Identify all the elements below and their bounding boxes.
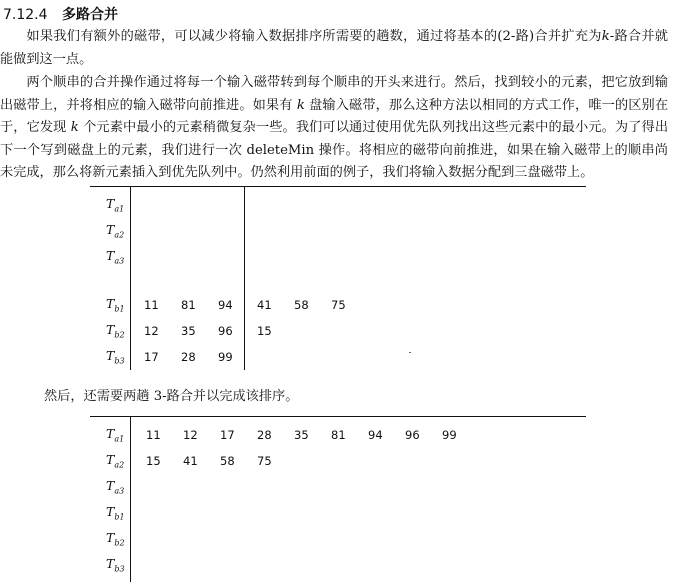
- tape-label-base: T: [106, 222, 115, 237]
- tape-row-b1: [90, 296, 586, 320]
- tape-value: 99: [442, 428, 457, 442]
- tape-value: 75: [257, 454, 272, 468]
- tape-value: 12: [144, 324, 159, 338]
- tape-value: 17: [144, 350, 159, 364]
- tape-row-a2: [90, 222, 586, 246]
- p2-k2: k: [70, 120, 79, 135]
- tape-label-base: T: [106, 452, 115, 467]
- tape-label-base: T: [106, 426, 115, 441]
- paragraph-intro: [0, 26, 668, 71]
- tape-value: 28: [181, 350, 196, 364]
- section-number: 7.12.4: [3, 7, 48, 23]
- tape-label-sub: a1: [114, 434, 125, 444]
- tape-label-base: T: [106, 248, 115, 263]
- table-top-rule: [90, 186, 586, 187]
- tape-value: 17: [220, 428, 235, 442]
- tape-value: 96: [405, 428, 420, 442]
- tape-label: [106, 452, 136, 470]
- tape-label: [106, 348, 136, 366]
- tape-label: [106, 478, 136, 496]
- tape-value: 58: [294, 298, 309, 312]
- tape-label-sub: a3: [114, 256, 125, 266]
- tape-label-base: T: [106, 530, 115, 545]
- tape-label: [106, 248, 136, 266]
- p1-k: k: [601, 29, 610, 44]
- tape-label: [106, 530, 136, 548]
- tape-value: 99: [218, 350, 233, 364]
- tape-value: 41: [257, 298, 272, 312]
- tape-label: [106, 504, 136, 522]
- tape-label: [106, 222, 136, 240]
- tape-value: 15: [257, 324, 272, 338]
- tape-value: 96: [218, 324, 233, 338]
- tape-label-sub: b1: [114, 512, 125, 522]
- tape-value: 75: [331, 298, 346, 312]
- tape-label-sub: b1: [114, 304, 125, 314]
- paragraph-body: [0, 72, 668, 185]
- tape-label-base: T: [106, 296, 115, 311]
- tape-row-b2: [90, 530, 586, 554]
- tape-label: [106, 426, 136, 444]
- tape-row-a1: [90, 196, 586, 220]
- tape-label-sub: b2: [114, 330, 125, 340]
- tape-label-sub: a3: [114, 486, 125, 496]
- tape-row-a3: [90, 478, 586, 502]
- p2-text-b: 盘输入磁带，那么这种方法以相同的方式工作，唯一的区别在于，它发现: [0, 97, 669, 135]
- tape-value: 11: [146, 428, 161, 442]
- tape-label-base: T: [106, 322, 115, 337]
- tape-label-base: T: [106, 504, 115, 519]
- tape-value: 41: [183, 454, 198, 468]
- p2-text-a: 两个顺串的合并操作通过将每一个输入磁带转到每个顺串的开头来进行。然后，找到较小的元素，把它放到输出磁带上，并将相应的输入磁带向前推进。如果有: [0, 75, 668, 113]
- tape-value: 28: [257, 428, 272, 442]
- tape-label: [106, 556, 136, 574]
- tape-label-sub: b3: [114, 356, 125, 366]
- p1-text-b: -路合并就能做到这一点。: [0, 29, 668, 67]
- tape-value: 11: [144, 298, 159, 312]
- p2-k1: k: [296, 97, 305, 113]
- p1-text-a: 如果我们有额外的磁带，可以减少将输入数据排序所需要的趟数，通过将基本的(2-路)合并扩充为: [26, 29, 602, 44]
- tape-row-a3: [90, 248, 586, 272]
- tape-value: 35: [294, 428, 309, 442]
- p2-text-c: 个元素中最小的元素稍微复杂一些。我们可以通过使用优先队列找出这些元素中的最小元。为了得出下一个写到磁盘上的元素，我们进行一次 deleteMin 操作。将相应的磁带向前推进，如果在输入磁带上的顺串尚未完成，那么将新元素插入到优先队列中。仍然利用前面的例子，我们将输入数据分配到三盘磁带上。: [0, 120, 669, 180]
- tape-value: 94: [368, 428, 383, 442]
- tape-value: 94: [218, 298, 233, 312]
- tape-value: 35: [181, 324, 196, 338]
- table-top-rule: [90, 416, 586, 417]
- section-title: 多路合并: [61, 7, 118, 23]
- tape-label-base: T: [106, 196, 115, 211]
- tape-label-sub: b2: [114, 538, 125, 548]
- tape-row-b1: [90, 504, 586, 528]
- section-heading: [3, 4, 118, 24]
- tape-row-b3: [90, 556, 586, 580]
- tape-value: 12: [183, 428, 198, 442]
- paragraph-conclusion: 然后，还需要两趟 3-路合并以完成该排序。: [44, 389, 299, 404]
- tape-label-sub: a1: [114, 204, 125, 214]
- tape-label-base: T: [106, 556, 115, 571]
- tape-value: 15: [146, 454, 161, 468]
- tape-label: [106, 296, 136, 314]
- tape-row-a1: [90, 426, 586, 450]
- tape-value: 81: [181, 298, 196, 312]
- tape-value: 58: [220, 454, 235, 468]
- tape-label-base: T: [106, 478, 115, 493]
- tape-label-base: T: [106, 348, 115, 363]
- tape-value: 81: [331, 428, 346, 442]
- tape-row-a2: [90, 452, 586, 476]
- tape-label: [106, 322, 136, 340]
- tape-row-b2: [90, 322, 586, 346]
- tape-label: [106, 196, 136, 214]
- scan-speck: [409, 352, 411, 353]
- tape-label-sub: a2: [114, 230, 125, 240]
- tape-label-sub: a2: [114, 460, 125, 470]
- tape-row-b3: [90, 348, 586, 372]
- tape-label-sub: b3: [114, 564, 125, 574]
